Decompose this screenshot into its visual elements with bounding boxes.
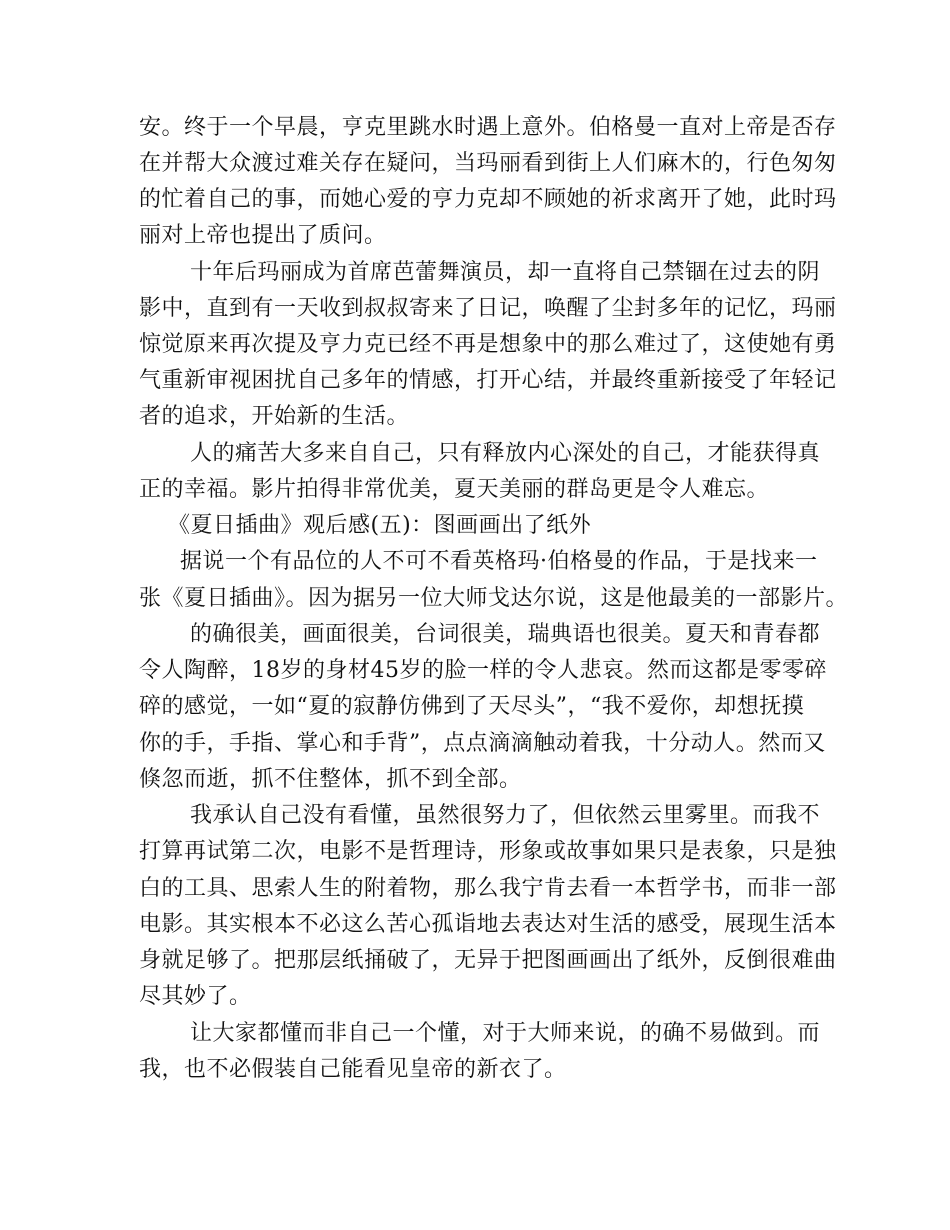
paragraph-start-line: 的确很美，画面很美，台词很美，瑞典语也很美。夏天和青春都 <box>190 622 821 647</box>
text-line: 碎的感觉，一如“夏的寂静仿佛到了天尽头”，“我不爱你，却想抚摸 <box>139 694 805 719</box>
text-line: 身就足够了。把那层纸捅破了，无异于把图画画出了纸外，反倒很难曲 <box>139 948 837 973</box>
text-line: 倏忽而逝，抓不住整体，抓不到全部。 <box>139 767 522 792</box>
text-line: 在并帮大众渡过难关存在疑问，当玛丽看到街上人们麻木的，行色匆匆 <box>139 151 837 176</box>
text-line: 者的追求，开始新的生活。 <box>139 404 410 429</box>
text-line: 惊觉原来再次提及亨力克已经不再是想象中的那么难过了，这使她有勇 <box>139 332 837 357</box>
text-line: 令人陶醉，18岁的身材45岁的脸一样的令人悲哀。然而这都是零零碎 <box>139 658 827 683</box>
text-line: 张《夏日插曲》。因为据另一位大师戈达尔说，这是他最美的一部影片。 <box>139 586 849 611</box>
text-line: 的忙着自己的事，而她心爱的亨力克却不顾她的祈求离开了她，此时玛 <box>139 187 837 212</box>
paragraph-start-line: 十年后玛丽成为首席芭蕾舞演员，却一直将自己禁锢在过去的阴 <box>190 260 821 285</box>
text-line: 电影。其实根本不必这么苦心孤诣地去表达对生活的感受，展现生活本 <box>139 912 837 937</box>
text-line: 丽对上帝也提出了质问。 <box>139 223 387 248</box>
text-line: 尽其妙了。 <box>139 984 252 1009</box>
section-heading: 《夏日插曲》观后感(五)：图画画出了纸外 <box>168 513 592 538</box>
text-line: 你的手，手指、掌心和手背”，点点滴滴触动着我，十分动人。然而又 <box>139 731 826 756</box>
text-line: 安。终于一个早晨，亨克里跳水时遇上意外。伯格曼一直对上帝是否存 <box>139 115 837 140</box>
text-line: 气重新审视困扰自己多年的情感，打开心结，并最终重新接受了年轻记 <box>139 368 837 393</box>
paragraph-start-line: 人的痛苦大多来自自己，只有释放内心深处的自己，才能获得真 <box>190 441 821 466</box>
paragraph-start-line: 让大家都懂而非自己一个懂，对于大师来说，的确不易做到。而 <box>190 1021 821 1046</box>
text-line: 打算再试第二次，电影不是哲理诗，形象或故事如果只是表象，只是独 <box>139 839 837 864</box>
paragraph-start-line: 据说一个有品位的人不可不看英格玛·伯格曼的作品，于是找来一 <box>180 549 818 574</box>
text-line: 我，也不必假装自己能看见皇帝的新衣了。 <box>139 1057 567 1082</box>
text-line: 影中，直到有一天收到叔叔寄来了日记，唤醒了尘封多年的记忆，玛丽 <box>139 296 837 321</box>
paragraph-start-line: 我承认自己没有看懂，虽然很努力了，但依然云里雾里。而我不 <box>190 803 821 828</box>
text-line: 白的工具、思索人生的附着物，那么我宁肯去看一本哲学书，而非一部 <box>139 876 837 901</box>
text-line: 正的幸福。影片拍得非常优美，夏天美丽的群岛更是令人难忘。 <box>139 477 770 502</box>
